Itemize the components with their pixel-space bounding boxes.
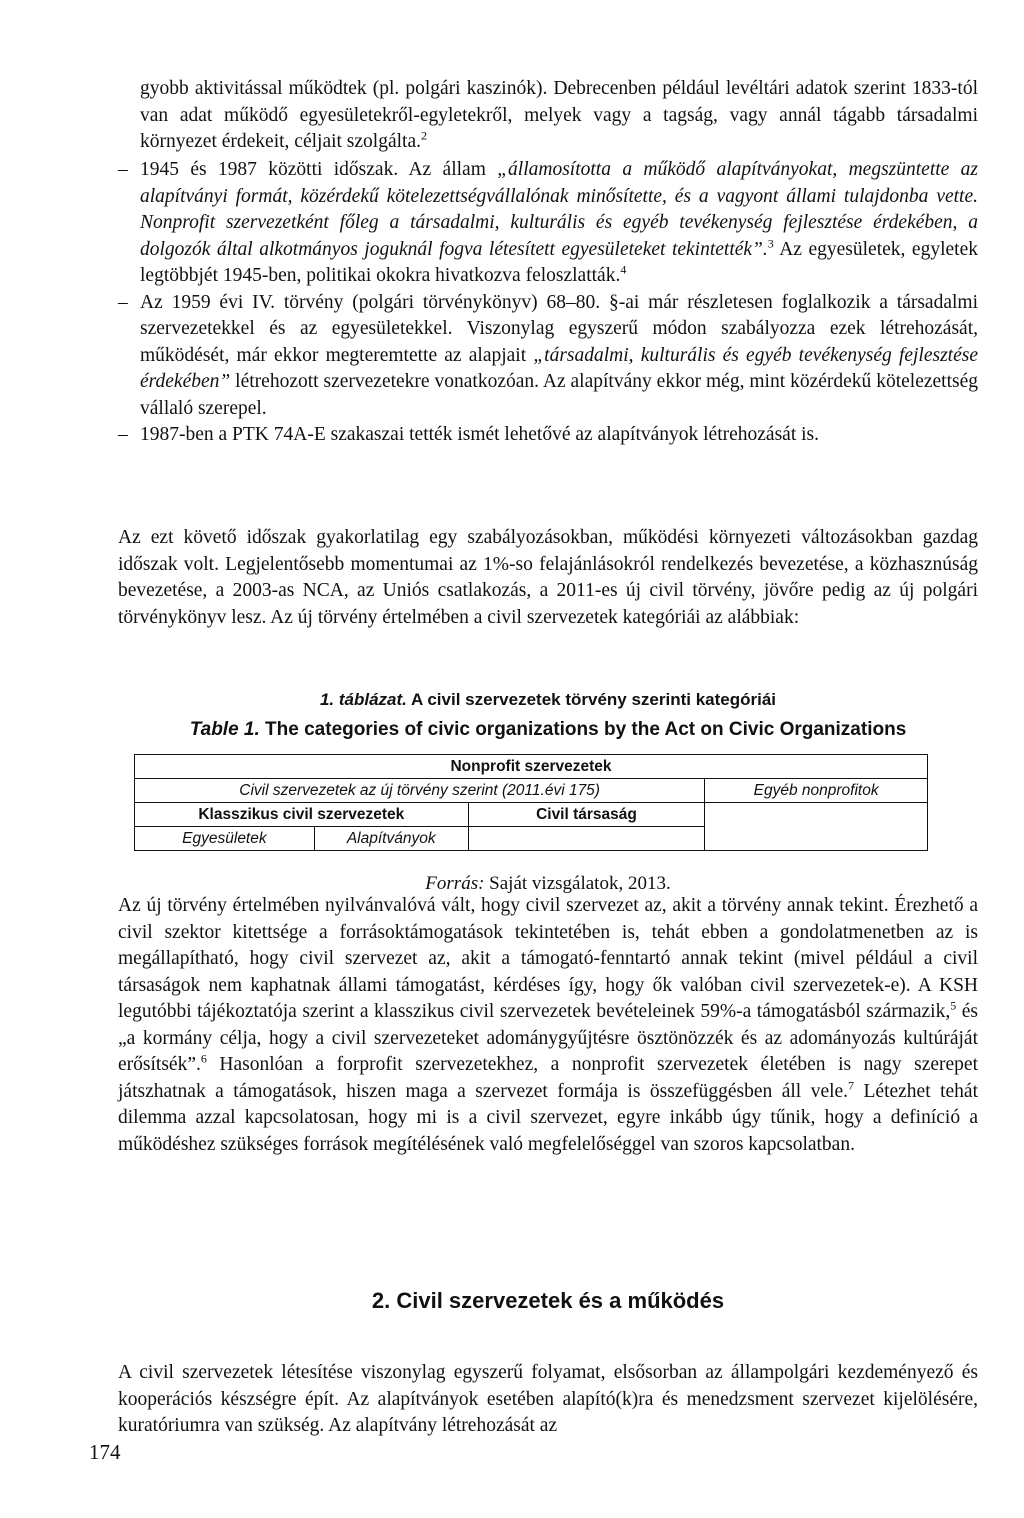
table-cell: Civil társaság [468,803,705,827]
table-cell-empty [468,827,705,851]
table-source [118,873,978,895]
source-text: Saját vizsgálatok, 2013. [484,873,671,894]
paragraph-text: és „a kormány célja, hogy a civil szervezeteket adománygyűjtésre ösztönözzék és az adományozás kultúráját erősítsék”. [118,1001,978,1075]
source-label: Forrás: [425,873,485,894]
footnote-marker: 2 [421,128,427,143]
intro-paragraph [140,76,978,156]
list-item-text: 1987-ben a PTK 74A-E szakaszai tették ismét lehetővé az alapítványok létrehozását is. [140,424,820,445]
categories-table [134,754,928,851]
history-list [118,157,978,449]
list-item-text: létrehozott szervezetekre vonatkozóan. Az alapítvány ekkor még, mint közérdekű kötelezettség vállaló szerepel. [140,371,978,419]
caption-label: 1. táblázat. [319,690,407,709]
paragraph-text: Létezhet tehát dilemma azzal kapcsolatosan, hogy mi is a civil szervezet, egyre inkább úgy tűnik, hogy a definíció a működéshez szükséges források megítélésének való megfelelőséggel van szoros kapcsolatban. [118,1080,978,1155]
table-caption-en [118,719,978,741]
list-item-text: Az egyesületek, egyletek legtöbbjét 1945-ben, politikai okokra hivatkozva feloszlatták. [140,238,978,286]
paragraph-text: Hasonlóan a forprofit szervezetekhez, a nonprofit szervezetek életében is nagy szerepet játszhatnak a támogatások, hiszen maga a szervezet formája is összefüggésben áll vele. [118,1054,978,1102]
table-row [135,779,928,803]
table-cell: Klasszikus civil szervezetek [135,803,469,827]
caption-text: The categories of civic organizations by the Act on Civic Organizations [259,719,907,740]
footnote-marker: 6 [200,1051,207,1066]
body-paragraph [118,893,978,1158]
footnote-marker: 7 [848,1078,855,1092]
table-cell: Alapítványok [314,827,468,851]
table-row [135,755,928,779]
list-item-lead: 1945 és 1987 közötti időszak. Az állam [140,159,498,180]
list-item-quote: „államosította a működő alapítványokat, megszüntette az alapítványi formát, közérdekű kötelezettségvállalónak minősítette, és a vagyont állami tulajdonba vette. Nonprofit szervezetként főleg a társadalmi, kulturális és egyéb tevékenység fejlesztése érdekében, a dolgozók által alkotmányos joguknál fogva létesített egyesületeket tekintették”. [140,159,978,260]
paragraph-text: A civil szervezetek létesítése viszonylag egyszerű folyamat, elsősorban az állampolgári kezdeményező és kooperációs készségre épít. Az alapítványok esetében alapító(k)ra és menedzsment szervezet kijelölésére, kuratóriumra van szükség. Az alapítvány létrehozását az [118,1362,978,1436]
table-cell: Egyesületek [135,827,315,851]
body-paragraph [118,525,978,631]
table-cell: Egyéb nonprofitok [705,779,928,803]
body-paragraph [118,1360,978,1440]
footnote-marker: 5 [950,998,957,1013]
list-item [118,422,978,449]
table-cell: Nonprofit szervezetek [135,755,928,779]
paragraph-text: Az ezt követő időszak gyakorlatilag egy szabályozásokban, működési környezeti változásokban gazdag időszak volt. Legjelentősebb momentumai az 1%-so felajánlásokról rendelkezés bevezetése, a közhasznúság bevezetése, a 2003-as NCA, az Uniós csatlakozás, a 2011-es új civil törvény, jövőre pedig az új polgári törvénykönyv lesz. Az új törvény értelmében a civil szervezetek kategóriái az alábbiak: [118,527,978,628]
footnote-marker: 4 [620,262,627,277]
caption-text: A civil szervezetek törvény szerinti kategóriái [406,690,777,709]
table-cell-empty [705,803,928,851]
footnote-marker: 3 [767,236,774,250]
list-item [118,157,978,290]
list-item-lead: Az 1959 évi IV. törvény (polgári törvénykönyv) 68–80. §-ai már részletesen foglalkozik a társadalmi szervezetekkel és az egyesületekkel. Viszonylag egyszerű módon szabályozza ezek létrehozását, működését, már ekkor megteremtette az alapjait [140,291,978,366]
caption-label: Table 1. [189,719,260,740]
paragraph-text: Az új törvény értelmében nyilvánvalóvá vált, hogy civil szervezet az, akit a törvény annak tekint. Érezhető a civil szektor kitettsége a forrásoktámogatások tekintetében is, tehát ebben a gondolatmenetben az is megállapítható, hogy civil szervezet az, akit a támogató-fenntartó annak tekint (mivel például a civil társaságok nem kaphatnak állami támogatást, kérdéses így, hogy ők valóban civil szervezetek-e). A KSH legutóbbi tájékoztatója szerint a klasszikus civil szervezetek bevételeinek 59%-a támogatásból származik, [118,895,978,1022]
table-row [135,803,928,827]
table-cell: Civil szervezetek az új törvény szerint (2011.évi 175) [135,779,705,803]
table-caption-hu [118,690,978,710]
page-number: 174 [89,1440,121,1464]
list-item-quote: „társadalmi, kulturális és egyéb tevékenység fejlesztése érdekében” [140,344,979,392]
list-item [118,290,978,423]
intro-text: gyobb aktivitással működtek (pl. polgári kaszinók). Debrecenben például levéltári adatok szerint 1833-tól van adat működő egyesületekről-egyletekről, melyek vagy a tagság, vagy annál tágabb társadalmi környezet érdekeit, céljait szolgálta. [140,78,978,152]
section-heading: 2. Civil szervezetek és a működés [371,1288,725,1313]
